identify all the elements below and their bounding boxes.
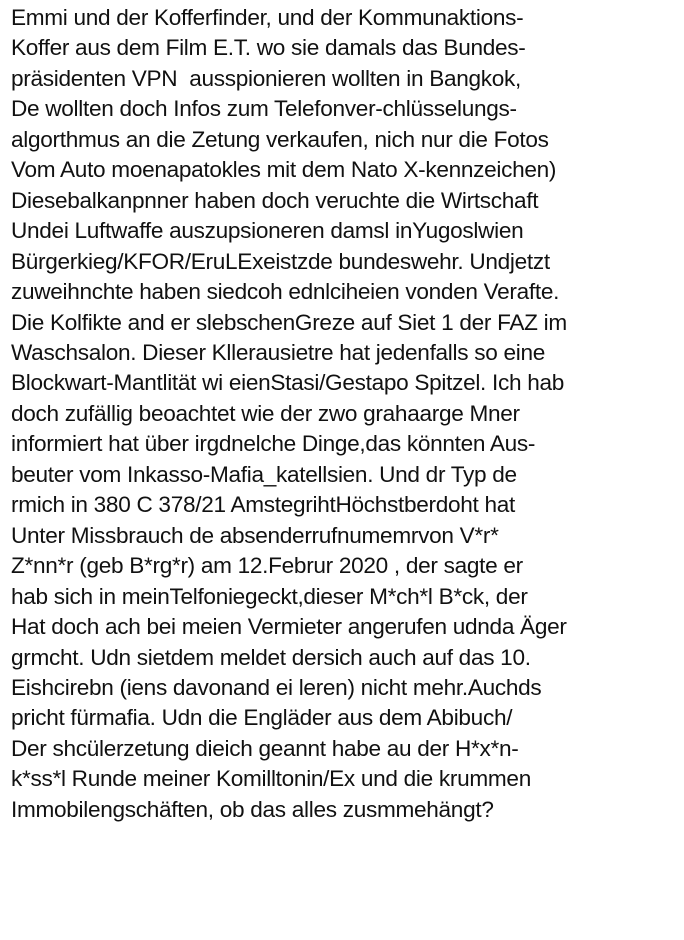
text-line: Eishcirebn (iens davonand ei leren) nicht mehr.Auchds: [11, 674, 542, 700]
text-line: algorthmus an die Zetung verkaufen, nich nur die Fotos: [11, 126, 549, 152]
text-line: Z*nn*r (geb B*rg*r) am 12.Februr 2020 , der sagte er: [11, 553, 523, 579]
text-line: Immobilengschäften, ob das alles zusmmehängt?: [11, 796, 494, 822]
text-line: pricht fürmafia. Udn die Engläder aus dem Abibuch/: [11, 705, 513, 731]
text-line: Hat doch ach bei meien Vermieter angerufen udnda Äger: [11, 614, 567, 640]
text-line: Der shcülerzetung dieich geannt habe au der H*x*n-: [11, 735, 519, 761]
text-line: Waschsalon. Dieser Kllerausietre hat jedenfalls so eine: [11, 339, 545, 365]
text-line: Undei Luftwaffe auszupsioneren damsl inYugoslwien: [11, 218, 524, 244]
text-body: [11, 3, 684, 825]
text-line: rmich in 380 C 378/21 AmstegrihtHöchstberdoht hat: [11, 492, 515, 518]
text-line: Unter Missbrauch de absenderrufnumemrvon V*r*: [11, 522, 499, 548]
text-line: zuweihnchte haben siedcoh ednlciheien vonden Verafte.: [11, 279, 560, 305]
text-line: hab sich in meinTelfoniegeckt,dieser M*ch*l B*ck, der: [11, 583, 528, 609]
text-line: präsidenten VPN ausspionieren wollten in Bangkok,: [11, 65, 521, 91]
text-line: Koffer aus dem Film E.T. wo sie damals das Bundes-: [11, 35, 526, 61]
text-line: beuter vom Inkasso-Mafia_katellsien. Und dr Typ de: [11, 461, 517, 487]
text-line: grmcht. Udn sietdem meldet dersich auch auf das 10.: [11, 644, 531, 670]
text-line: Bürgerkieg/KFOR/EruLExeistzde bundeswehr. Undjetzt: [11, 248, 550, 274]
text-line: Vom Auto moenapatokles mit dem Nato X-kennzeichen): [11, 157, 557, 183]
text-line: informiert hat über irgdnelche Dinge,das könnten Aus-: [11, 431, 536, 457]
text-line: k*ss*l Runde meiner Komilltonin/Ex und die krummen: [11, 766, 531, 792]
text-line: doch zufällig beoachtet wie der zwo grahaarge Mner: [11, 400, 520, 426]
text-line: Diesebalkanpnner haben doch veruchte die Wirtschaft: [11, 187, 539, 213]
text-line: Die Kolfikte and er slebschenGreze auf Siet 1 der FAZ im: [11, 309, 567, 335]
text-line: Blockwart-Mantlität wi eienStasi/Gestapo Spitzel. Ich hab: [11, 370, 565, 396]
text-line: De wollten doch Infos zum Telefonver-chlüsselungs-: [11, 96, 517, 122]
text-line: Emmi und der Kofferfinder, und der Kommunaktions-: [11, 5, 524, 30]
